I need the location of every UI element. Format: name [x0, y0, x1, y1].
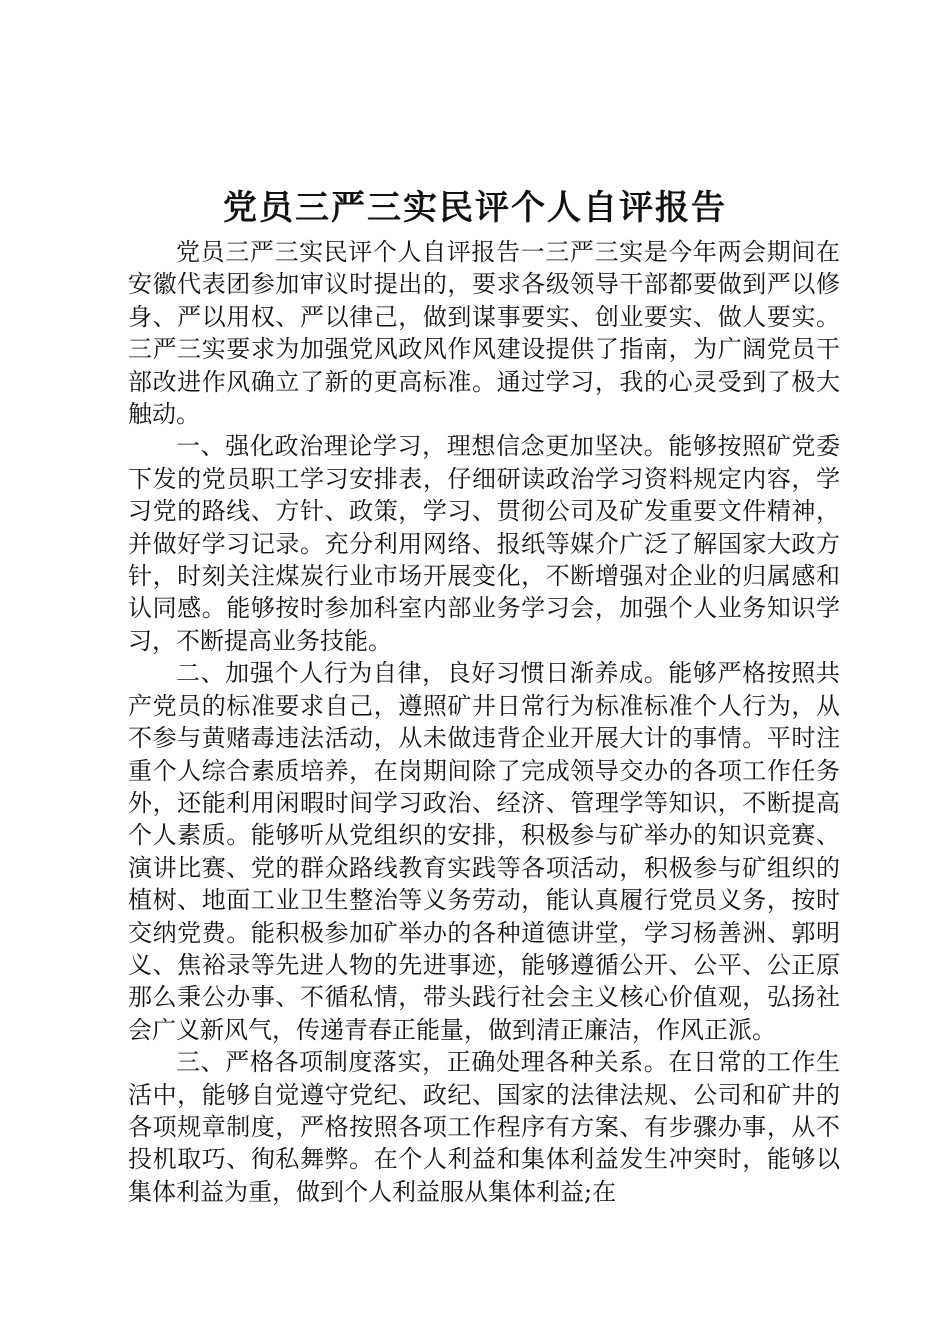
paragraph-section-1: 一、强化政治理论学习，理想信念更加坚决。能够按照矿党委下发的党员职工学习安排表，仔细研读政治学习资料规定内容，学习党的路线、方针、政策，学习、贯彻公司及矿发重要文件精神，并做好学习记录。充分利用网络、报纸等媒介广泛了解国家大政方针，时刻关注煤炭行业市场开展变化，不断增强对企业的归属感和认同感。能够按时参加科室内部业务学习会，加强个人业务知识学习，不断提高业务技能。 — [128, 432, 840, 655]
paragraph-section-2: 二、加强个人行为自律，良好习惯日渐养成。能够严格按照共产党员的标准要求自己，遵照矿井日常行为标准标准个人行为，从不参与黄赌毒违法活动，从未做违背企业开展大计的事情。平时注重个人综合素质培养，在岗期间除了完成领导交办的各项工作任务外，还能利用闲暇时间学习政治、经济、管理学等知识，不断提高个人素质。能够听从党组织的安排，积极参与矿举办的知识竞赛、演讲比赛、党的群众路线教育实践等各项活动，积极参与矿组织的植树、地面工业卫生整治等义务劳动，能认真履行党员义务，按时交纳党费。能积极参加矿举办的各种道德讲堂，学习杨善洲、郭明义、焦裕录等先进人物的先进事迹，能够遵循公开、公平、公正原那么秉公办事、不循私情，带头践行社会主义核心价值观，弘扬社会广义新风气，传递青春正能量，做到清正廉洁，作风正派。 — [128, 659, 840, 1044]
document-title: 党员三严三实民评个人自评报告 — [223, 188, 727, 228]
paragraph-intro: 党员三严三实民评个人自评报告一三严三实是今年两会期间在安徽代表团参加审议时提出的，要求各级领导干部都要做到严以修身、严以用权、严以律己，做到谋事要实、创业要实、做人要实。三严三实要求为加强党风政风作风建设提供了指南，为广阔党员干部改进作风确立了新的更高标准。通过学习，我的心灵受到了极大触动。 — [128, 238, 840, 429]
document-body — [128, 236, 840, 1208]
paragraph-section-3: 三、严格各项制度落实，正确处理各种关系。在日常的工作生活中，能够自觉遵守党纪、政纪、国家的法律法规、公司和矿井的各项规章制度，严格按照各项工作程序有方案、有步骤办事，从不投机取巧、徇私舞弊。在个人利益和集体利益发生冲突时，能够以集体利益为重，做到个人利益服从集体利益;在 — [128, 1048, 840, 1206]
